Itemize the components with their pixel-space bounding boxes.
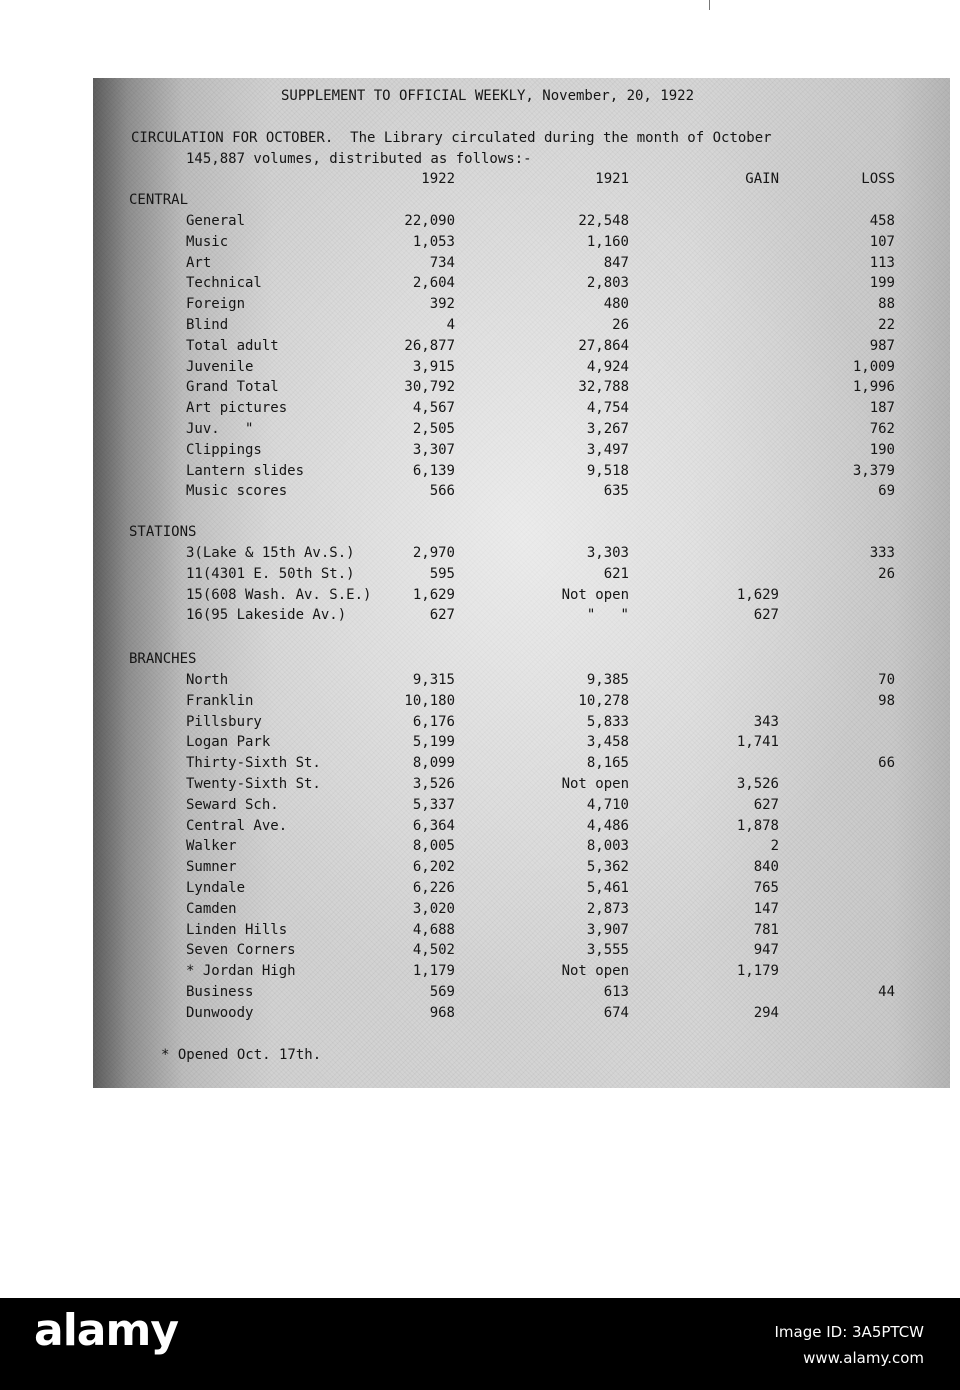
value-1921: 9,385	[586, 672, 629, 688]
value-loss: 190	[869, 441, 895, 458]
table-row	[93, 275, 950, 295]
table-row	[93, 734, 950, 754]
table-row	[93, 714, 950, 734]
row-label: Grand Total	[186, 379, 279, 396]
value-1922: 4,502	[412, 942, 455, 959]
row-label: Sumner	[186, 859, 237, 876]
value-1922: 6,176	[412, 713, 455, 730]
column-header-row	[93, 171, 950, 191]
value-1921: 674	[603, 1004, 629, 1021]
value-1922: 8,099	[412, 755, 455, 772]
value-1922: 3,526	[412, 776, 455, 792]
table-row	[93, 672, 950, 692]
value-1921: 5,362	[586, 859, 629, 876]
value-1921: 480	[603, 296, 629, 313]
row-label: Logan Park	[186, 734, 271, 751]
section-heading-central: CENTRAL	[129, 192, 189, 208]
row-label: Franklin	[186, 692, 254, 709]
watermark-url: www.alamy.com	[803, 1349, 924, 1367]
value-1922: 566	[429, 483, 455, 500]
value-loss: 44	[878, 984, 895, 1000]
value-1922: 3,307	[412, 441, 455, 458]
value-1922: 10,180	[404, 692, 455, 709]
value-1922: 1,179	[412, 963, 455, 980]
table-row	[93, 859, 950, 879]
table-row	[93, 755, 950, 775]
value-1921: 8,003	[586, 838, 629, 855]
table-row	[93, 838, 950, 858]
value-1921: 9,518	[586, 462, 629, 479]
table-row	[93, 296, 950, 316]
value-gain: 627	[753, 607, 779, 624]
table-row	[93, 359, 950, 379]
value-gain: 765	[753, 880, 779, 896]
row-label: 3(Lake & 15th Av.S.)	[186, 545, 355, 561]
value-loss: 199	[869, 275, 895, 292]
value-1922: 3,020	[412, 900, 455, 917]
table-row	[93, 379, 950, 399]
row-label: General	[186, 213, 246, 229]
row-label: Juv. "	[186, 421, 254, 437]
scanned-document-page	[93, 78, 950, 1088]
intro-line-1: CIRCULATION FOR OCTOBER. The Library circulated during the month of October	[131, 130, 772, 146]
row-label: Music	[186, 233, 229, 250]
value-1921: 3,555	[586, 942, 629, 959]
table-row	[93, 442, 950, 462]
value-1921: 621	[603, 565, 629, 582]
value-gain: 1,629	[736, 586, 779, 603]
table-row	[93, 818, 950, 838]
value-1921: 5,461	[586, 880, 629, 896]
row-label: Art	[186, 254, 212, 271]
value-1922: 22,090	[404, 213, 455, 229]
value-loss: 3,379	[852, 462, 895, 479]
value-1922: 2,604	[412, 275, 455, 292]
table-row	[93, 463, 950, 483]
table-row	[93, 400, 950, 420]
table-row	[93, 922, 950, 942]
row-label: Dunwoody	[186, 1004, 254, 1021]
value-gain: 3,526	[736, 776, 779, 792]
value-1922: 26,877	[404, 337, 455, 354]
column-header-1921: 1921	[595, 171, 629, 187]
table-row	[93, 421, 950, 441]
value-1921: 4,924	[586, 358, 629, 375]
row-label: Lantern slides	[186, 462, 305, 479]
value-loss: 458	[869, 213, 895, 229]
value-1922: 595	[429, 565, 455, 582]
value-1921: 10,278	[578, 692, 629, 709]
value-1921: Not open	[561, 776, 629, 792]
value-1921: " "	[586, 607, 629, 624]
table-row	[93, 234, 950, 254]
value-gain: 1,741	[736, 734, 779, 751]
value-1922: 1,629	[412, 586, 455, 603]
row-label: Total adult	[186, 337, 279, 354]
row-label: Central Ave.	[186, 817, 288, 834]
table-row	[93, 942, 950, 962]
value-loss: 70	[878, 672, 895, 688]
value-loss: 113	[869, 254, 895, 271]
value-1921: 32,788	[578, 379, 629, 396]
value-gain: 343	[753, 713, 779, 730]
section-heading-stations: STATIONS	[129, 524, 197, 540]
row-label: Clippings	[186, 441, 262, 458]
row-label: Lyndale	[186, 880, 246, 896]
row-label: Business	[186, 984, 254, 1000]
value-1922: 4,688	[412, 921, 455, 938]
value-loss: 1,009	[852, 358, 895, 375]
value-1922: 3,915	[412, 358, 455, 375]
scan-tick-mark	[709, 0, 710, 10]
value-1921: 613	[603, 984, 629, 1000]
table-row	[93, 1005, 950, 1025]
column-header-gain: GAIN	[745, 171, 779, 187]
value-gain: 2	[770, 838, 779, 855]
table-row	[93, 880, 950, 900]
value-1922: 968	[429, 1004, 455, 1021]
column-header-loss: LOSS	[861, 171, 895, 187]
row-label: Music scores	[186, 483, 288, 500]
value-1922: 6,139	[412, 462, 455, 479]
value-1922: 2,970	[412, 545, 455, 561]
value-gain: 1,179	[736, 963, 779, 980]
value-gain: 947	[753, 942, 779, 959]
row-label: 15(608 Wash. Av. S.E.)	[186, 586, 372, 603]
table-row	[93, 693, 950, 713]
row-label: Blind	[186, 317, 229, 333]
value-1922: 8,005	[412, 838, 455, 855]
value-1922: 9,315	[412, 672, 455, 688]
value-1921: 847	[603, 254, 629, 271]
value-1922: 2,505	[412, 421, 455, 437]
footnote-row	[93, 1047, 950, 1067]
value-1921: 4,754	[586, 400, 629, 417]
row-label: Seven Corners	[186, 942, 296, 959]
alamy-logo: alamy	[34, 1305, 178, 1356]
row-label: Technical	[186, 275, 262, 292]
value-1922: 30,792	[404, 379, 455, 396]
value-1921: Not open	[561, 963, 629, 980]
value-loss: 22	[878, 317, 895, 333]
value-loss: 26	[878, 565, 895, 582]
value-1921: 3,497	[586, 441, 629, 458]
row-label: * Jordan High	[186, 963, 296, 980]
row-label: Pillsbury	[186, 713, 262, 730]
row-label: Linden Hills	[186, 921, 288, 938]
value-1921: 8,165	[586, 755, 629, 772]
table-row	[93, 776, 950, 796]
row-label: 16(95 Lakeside Av.)	[186, 607, 347, 624]
table-row	[93, 255, 950, 275]
value-1922: 6,364	[412, 817, 455, 834]
value-1921: 635	[603, 483, 629, 500]
value-1921: 2,873	[586, 900, 629, 917]
table-row	[93, 213, 950, 233]
value-1921: Not open	[561, 586, 629, 603]
value-1921: 22,548	[578, 213, 629, 229]
footnote: * Opened Oct. 17th.	[161, 1047, 322, 1063]
row-label: North	[186, 672, 229, 688]
value-1922: 734	[429, 254, 455, 271]
row-label: Thirty-Sixth St.	[186, 755, 321, 772]
value-1922: 1,053	[412, 233, 455, 250]
value-loss: 187	[869, 400, 895, 417]
value-1921: 3,907	[586, 921, 629, 938]
section-heading-row	[93, 651, 950, 671]
section-heading-row	[93, 192, 950, 212]
value-loss: 66	[878, 755, 895, 772]
value-gain: 1,878	[736, 817, 779, 834]
row-label: Juvenile	[186, 358, 254, 375]
value-gain: 147	[753, 900, 779, 917]
table-row	[93, 984, 950, 1004]
value-1921: 3,303	[586, 545, 629, 561]
image-id-label: Image ID: 3A5PTCW	[774, 1323, 924, 1341]
table-row	[93, 607, 950, 627]
value-loss: 69	[878, 483, 895, 500]
value-loss: 333	[869, 545, 895, 561]
row-label: 11(4301 E. 50th St.)	[186, 565, 355, 582]
section-heading-row	[93, 524, 950, 544]
value-1921: 2,803	[586, 275, 629, 292]
row-label: Seward Sch.	[186, 796, 279, 813]
value-loss: 107	[869, 233, 895, 250]
row-label: Foreign	[186, 296, 246, 313]
value-gain: 627	[753, 796, 779, 813]
value-loss: 987	[869, 337, 895, 354]
value-1922: 627	[429, 607, 455, 624]
value-gain: 781	[753, 921, 779, 938]
row-label: Twenty-Sixth St.	[186, 776, 321, 792]
table-row	[93, 901, 950, 921]
table-row	[93, 797, 950, 817]
table-row	[93, 483, 950, 503]
value-1921: 4,710	[586, 796, 629, 813]
value-1922: 569	[429, 984, 455, 1000]
document-title: SUPPLEMENT TO OFFICIAL WEEKLY, November, 20, 1922	[281, 88, 695, 104]
value-gain: 294	[753, 1004, 779, 1021]
value-1921: 4,486	[586, 817, 629, 834]
document-title-row	[93, 88, 950, 108]
value-1922: 4,567	[412, 400, 455, 417]
table-row	[93, 963, 950, 983]
row-label: Camden	[186, 900, 237, 917]
value-loss: 762	[869, 421, 895, 437]
value-1921: 3,458	[586, 734, 629, 751]
value-gain: 840	[753, 859, 779, 876]
value-1921: 27,864	[578, 337, 629, 354]
intro-row-1	[93, 130, 950, 150]
row-label: Walker	[186, 838, 237, 855]
section-heading-branches: BRANCHES	[129, 651, 197, 667]
table-row	[93, 587, 950, 607]
value-1922: 5,199	[412, 734, 455, 751]
value-1922: 6,202	[412, 859, 455, 876]
value-1922: 392	[429, 296, 455, 313]
value-1921: 1,160	[586, 233, 629, 250]
column-header-1922: 1922	[421, 171, 455, 187]
value-1921: 26	[612, 317, 629, 333]
table-row	[93, 317, 950, 337]
table-row	[93, 545, 950, 565]
value-1922: 5,337	[412, 796, 455, 813]
value-loss: 1,996	[852, 379, 895, 396]
value-1922: 6,226	[412, 880, 455, 896]
value-1921: 3,267	[586, 421, 629, 437]
table-row	[93, 338, 950, 358]
row-label: Art pictures	[186, 400, 288, 417]
table-row	[93, 566, 950, 586]
value-loss: 88	[878, 296, 895, 313]
value-1921: 5,833	[586, 713, 629, 730]
intro-line-2: 145,887 volumes, distributed as follows:-	[186, 151, 532, 167]
value-loss: 98	[878, 692, 895, 709]
value-1922: 4	[446, 317, 455, 333]
intro-row-2	[93, 151, 950, 171]
